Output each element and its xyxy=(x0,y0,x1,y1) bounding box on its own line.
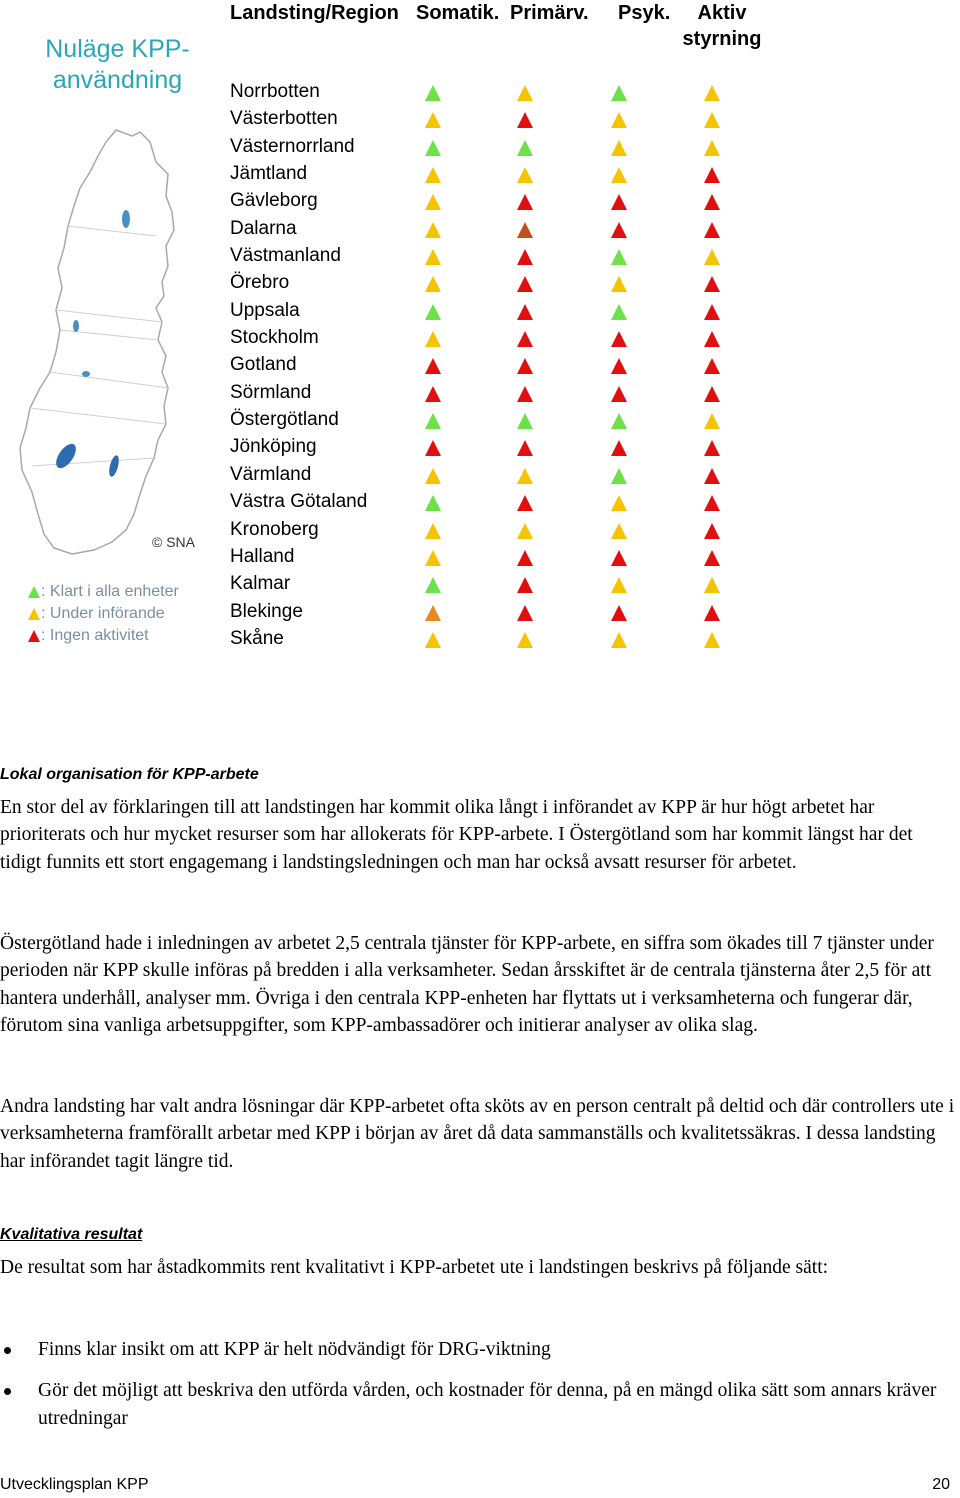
table-row xyxy=(230,462,750,489)
table-row xyxy=(230,325,750,352)
table-row xyxy=(230,599,750,626)
paragraph: De resultat som har åstadkommits rent kvalitativt i KPP-arbetet ute i landstingen beskrivs på följande sätt: xyxy=(0,1257,829,1278)
region-name: Västmanland xyxy=(230,245,341,267)
red-triangle-icon xyxy=(704,550,720,566)
bullet-icon xyxy=(4,1347,11,1354)
red-triangle-icon xyxy=(611,222,627,238)
yellow-triangle-icon xyxy=(611,632,627,648)
red-triangle-icon xyxy=(704,386,720,402)
legend-label: : Klart i alla enheter xyxy=(41,583,179,600)
yellow-triangle-icon xyxy=(28,608,40,620)
green-triangle-icon xyxy=(611,304,627,320)
table-row xyxy=(230,106,750,133)
yellow-triangle-icon xyxy=(425,222,441,238)
yellow-triangle-icon xyxy=(704,112,720,128)
region-name: Västra Götaland xyxy=(230,491,368,513)
red-triangle-icon xyxy=(517,386,533,402)
table-row xyxy=(230,352,750,379)
red-triangle-icon xyxy=(611,331,627,347)
table-row xyxy=(230,243,750,270)
bullet-list xyxy=(0,1336,940,1432)
yellow-triangle-icon xyxy=(704,85,720,101)
paragraph: Östergötland hade i inledningen av arbetet 2,5 centrala tjänster för KPP-arbete, en siffra som ökades till 7 tjänster under perioden när KPP skulle införas på bredden i alla verksamheter. Sedan årsskiftet är de centrala tjänsterna åter 2,5 för att hantera underhåll, analyser mm. Övriga i den centrala KPP-enheten har flyttats ut i verksamheterna och fungerar där, förutom sina vanliga arbetsuppgifter, som KPP-ambassadörer och initierar analyser av olika slag. xyxy=(0,933,934,1036)
region-name: Blekinge xyxy=(230,600,303,622)
green-triangle-icon xyxy=(517,413,533,429)
yellow-triangle-icon xyxy=(611,577,627,593)
red-triangle-icon xyxy=(517,358,533,374)
legend-label: : Under införande xyxy=(41,605,165,622)
table-row xyxy=(230,270,750,297)
table-row xyxy=(230,571,750,598)
darkorange-triangle-icon xyxy=(517,222,533,238)
red-triangle-icon xyxy=(28,630,40,642)
table-row xyxy=(230,407,750,434)
green-triangle-icon xyxy=(425,577,441,593)
red-triangle-icon xyxy=(517,112,533,128)
yellow-triangle-icon xyxy=(517,167,533,183)
region-name: Skåne xyxy=(230,627,284,649)
yellow-triangle-icon xyxy=(425,468,441,484)
red-triangle-icon xyxy=(704,523,720,539)
list-item xyxy=(0,1336,940,1363)
table-row xyxy=(230,188,750,215)
red-triangle-icon xyxy=(704,222,720,238)
green-triangle-icon xyxy=(611,249,627,265)
red-triangle-icon xyxy=(425,440,441,456)
green-triangle-icon xyxy=(28,586,40,598)
column-header-psyk: Psyk. xyxy=(618,2,671,24)
red-triangle-icon xyxy=(425,386,441,402)
green-triangle-icon xyxy=(425,85,441,101)
green-triangle-icon xyxy=(425,140,441,156)
red-triangle-icon xyxy=(611,358,627,374)
panel-title: Nuläge KPP-användning xyxy=(45,35,190,94)
paragraph: Andra landsting har valt andra lösningar där KPP-arbetet ofta sköts av en person centralt på deltid och där controllers ute i verksamheterna framförallt arbetar med KPP i början av året då data sammanställs och kvalitetssäkras. I dessa landsting har införandet tagit längre tid. xyxy=(0,1096,955,1172)
column-header-somatik: Somatik. xyxy=(416,2,500,24)
green-triangle-icon xyxy=(517,140,533,156)
yellow-triangle-icon xyxy=(611,523,627,539)
yellow-triangle-icon xyxy=(611,167,627,183)
red-triangle-icon xyxy=(611,440,627,456)
green-triangle-icon xyxy=(611,85,627,101)
legend-label: : Ingen aktivitet xyxy=(41,627,149,644)
red-triangle-icon xyxy=(704,358,720,374)
red-triangle-icon xyxy=(517,194,533,210)
yellow-triangle-icon xyxy=(425,167,441,183)
red-triangle-icon xyxy=(517,304,533,320)
red-triangle-icon xyxy=(704,304,720,320)
region-name: Uppsala xyxy=(230,299,300,321)
red-triangle-icon xyxy=(517,440,533,456)
yellow-triangle-icon xyxy=(517,523,533,539)
red-triangle-icon xyxy=(611,194,627,210)
table-row xyxy=(230,298,750,325)
status-table xyxy=(230,79,750,653)
red-triangle-icon xyxy=(611,605,627,621)
region-name: Västernorrland xyxy=(230,135,355,157)
yellow-triangle-icon xyxy=(611,495,627,511)
yellow-triangle-icon xyxy=(517,468,533,484)
yellow-triangle-icon xyxy=(425,276,441,292)
green-triangle-icon xyxy=(611,413,627,429)
list-item-text: Gör det möjligt att beskriva den utförda vården, och kostnader för denna, på en mängd olika sätt som annars kräver utredningar xyxy=(38,1380,937,1429)
legend-item-yellow xyxy=(28,603,179,625)
red-triangle-icon xyxy=(611,550,627,566)
red-triangle-icon xyxy=(704,605,720,621)
column-header-region: Landsting/Region xyxy=(230,2,399,24)
yellow-triangle-icon xyxy=(704,413,720,429)
legend-item-red xyxy=(28,625,179,647)
yellow-triangle-icon xyxy=(425,112,441,128)
region-name: Sörmland xyxy=(230,381,312,403)
yellow-triangle-icon xyxy=(704,140,720,156)
region-name: Värmland xyxy=(230,463,312,485)
table-row xyxy=(230,134,750,161)
table-row xyxy=(230,489,750,516)
column-header-aktiv-styrning: Aktiv styrning xyxy=(682,2,762,50)
red-triangle-icon xyxy=(611,386,627,402)
orange-triangle-icon xyxy=(425,605,441,621)
table-row xyxy=(230,216,750,243)
red-triangle-icon xyxy=(704,468,720,484)
paragraph: En stor del av förklaringen till att landstingen har kommit olika långt i införandet av KPP är hur högt arbetet har prioriterats och hur mycket resurser som har allokerats för KPP-arbete. I Östergötland som har kommit längst har det tidigt funnits ett stort engagemang i landstingsledningen och man har också avsatt resurser för arbetet. xyxy=(0,797,913,873)
table-row xyxy=(230,380,750,407)
table-row xyxy=(230,544,750,571)
red-triangle-icon xyxy=(704,331,720,347)
yellow-triangle-icon xyxy=(704,632,720,648)
region-name: Gotland xyxy=(230,354,297,376)
bullet-icon xyxy=(4,1388,11,1395)
region-name: Gävleborg xyxy=(230,190,318,212)
red-triangle-icon xyxy=(704,440,720,456)
yellow-triangle-icon xyxy=(425,249,441,265)
red-triangle-icon xyxy=(704,495,720,511)
region-name: Kalmar xyxy=(230,573,291,595)
map-credit: © SNA xyxy=(152,534,195,550)
region-name: Västerbotten xyxy=(230,108,338,130)
region-name: Halland xyxy=(230,545,295,567)
column-header-primarv: Primärv. xyxy=(510,2,589,24)
green-triangle-icon xyxy=(425,495,441,511)
list-item xyxy=(0,1377,940,1432)
yellow-triangle-icon xyxy=(425,331,441,347)
table-row xyxy=(230,434,750,461)
red-triangle-icon xyxy=(425,358,441,374)
table-row xyxy=(230,161,750,188)
table-row xyxy=(230,517,750,544)
yellow-triangle-icon xyxy=(517,632,533,648)
yellow-triangle-icon xyxy=(425,194,441,210)
red-triangle-icon xyxy=(704,276,720,292)
red-triangle-icon xyxy=(517,550,533,566)
green-triangle-icon xyxy=(611,468,627,484)
page-number: 20 xyxy=(932,1476,950,1493)
table-row xyxy=(230,626,750,653)
section-heading-lokal-organisation: Lokal organisation för KPP-arbete xyxy=(0,766,259,783)
yellow-triangle-icon xyxy=(704,577,720,593)
region-name: Norrbotten xyxy=(230,81,320,102)
green-triangle-icon xyxy=(425,304,441,320)
red-triangle-icon xyxy=(517,276,533,292)
region-name: Kronoberg xyxy=(230,518,319,540)
yellow-triangle-icon xyxy=(611,276,627,292)
red-triangle-icon xyxy=(517,331,533,347)
region-name: Östergötland xyxy=(230,409,339,431)
region-name: Örebro xyxy=(230,272,290,294)
legend-item-green xyxy=(28,581,179,603)
green-triangle-icon xyxy=(425,413,441,429)
region-name: Stockholm xyxy=(230,327,319,349)
region-name: Jämtland xyxy=(230,163,308,185)
yellow-triangle-icon xyxy=(517,85,533,101)
red-triangle-icon xyxy=(517,495,533,511)
yellow-triangle-icon xyxy=(611,112,627,128)
yellow-triangle-icon xyxy=(704,249,720,265)
list-item-text: Finns klar insikt om att KPP är helt nödvändigt för DRG-viktning xyxy=(38,1339,551,1360)
region-name: Dalarna xyxy=(230,217,297,239)
yellow-triangle-icon xyxy=(425,550,441,566)
yellow-triangle-icon xyxy=(425,523,441,539)
section-heading-kvalitativa-resultat: Kvalitativa resultat xyxy=(0,1226,143,1243)
legend xyxy=(28,581,179,647)
yellow-triangle-icon xyxy=(611,140,627,156)
red-triangle-icon xyxy=(517,605,533,621)
region-name: Jönköping xyxy=(230,436,317,458)
yellow-triangle-icon xyxy=(425,632,441,648)
red-triangle-icon xyxy=(517,577,533,593)
footer-document-title: Utvecklingsplan KPP xyxy=(0,1476,149,1493)
red-triangle-icon xyxy=(517,249,533,265)
sweden-map-image xyxy=(16,126,206,558)
table-row xyxy=(230,79,750,106)
red-triangle-icon xyxy=(704,194,720,210)
red-triangle-icon xyxy=(704,167,720,183)
